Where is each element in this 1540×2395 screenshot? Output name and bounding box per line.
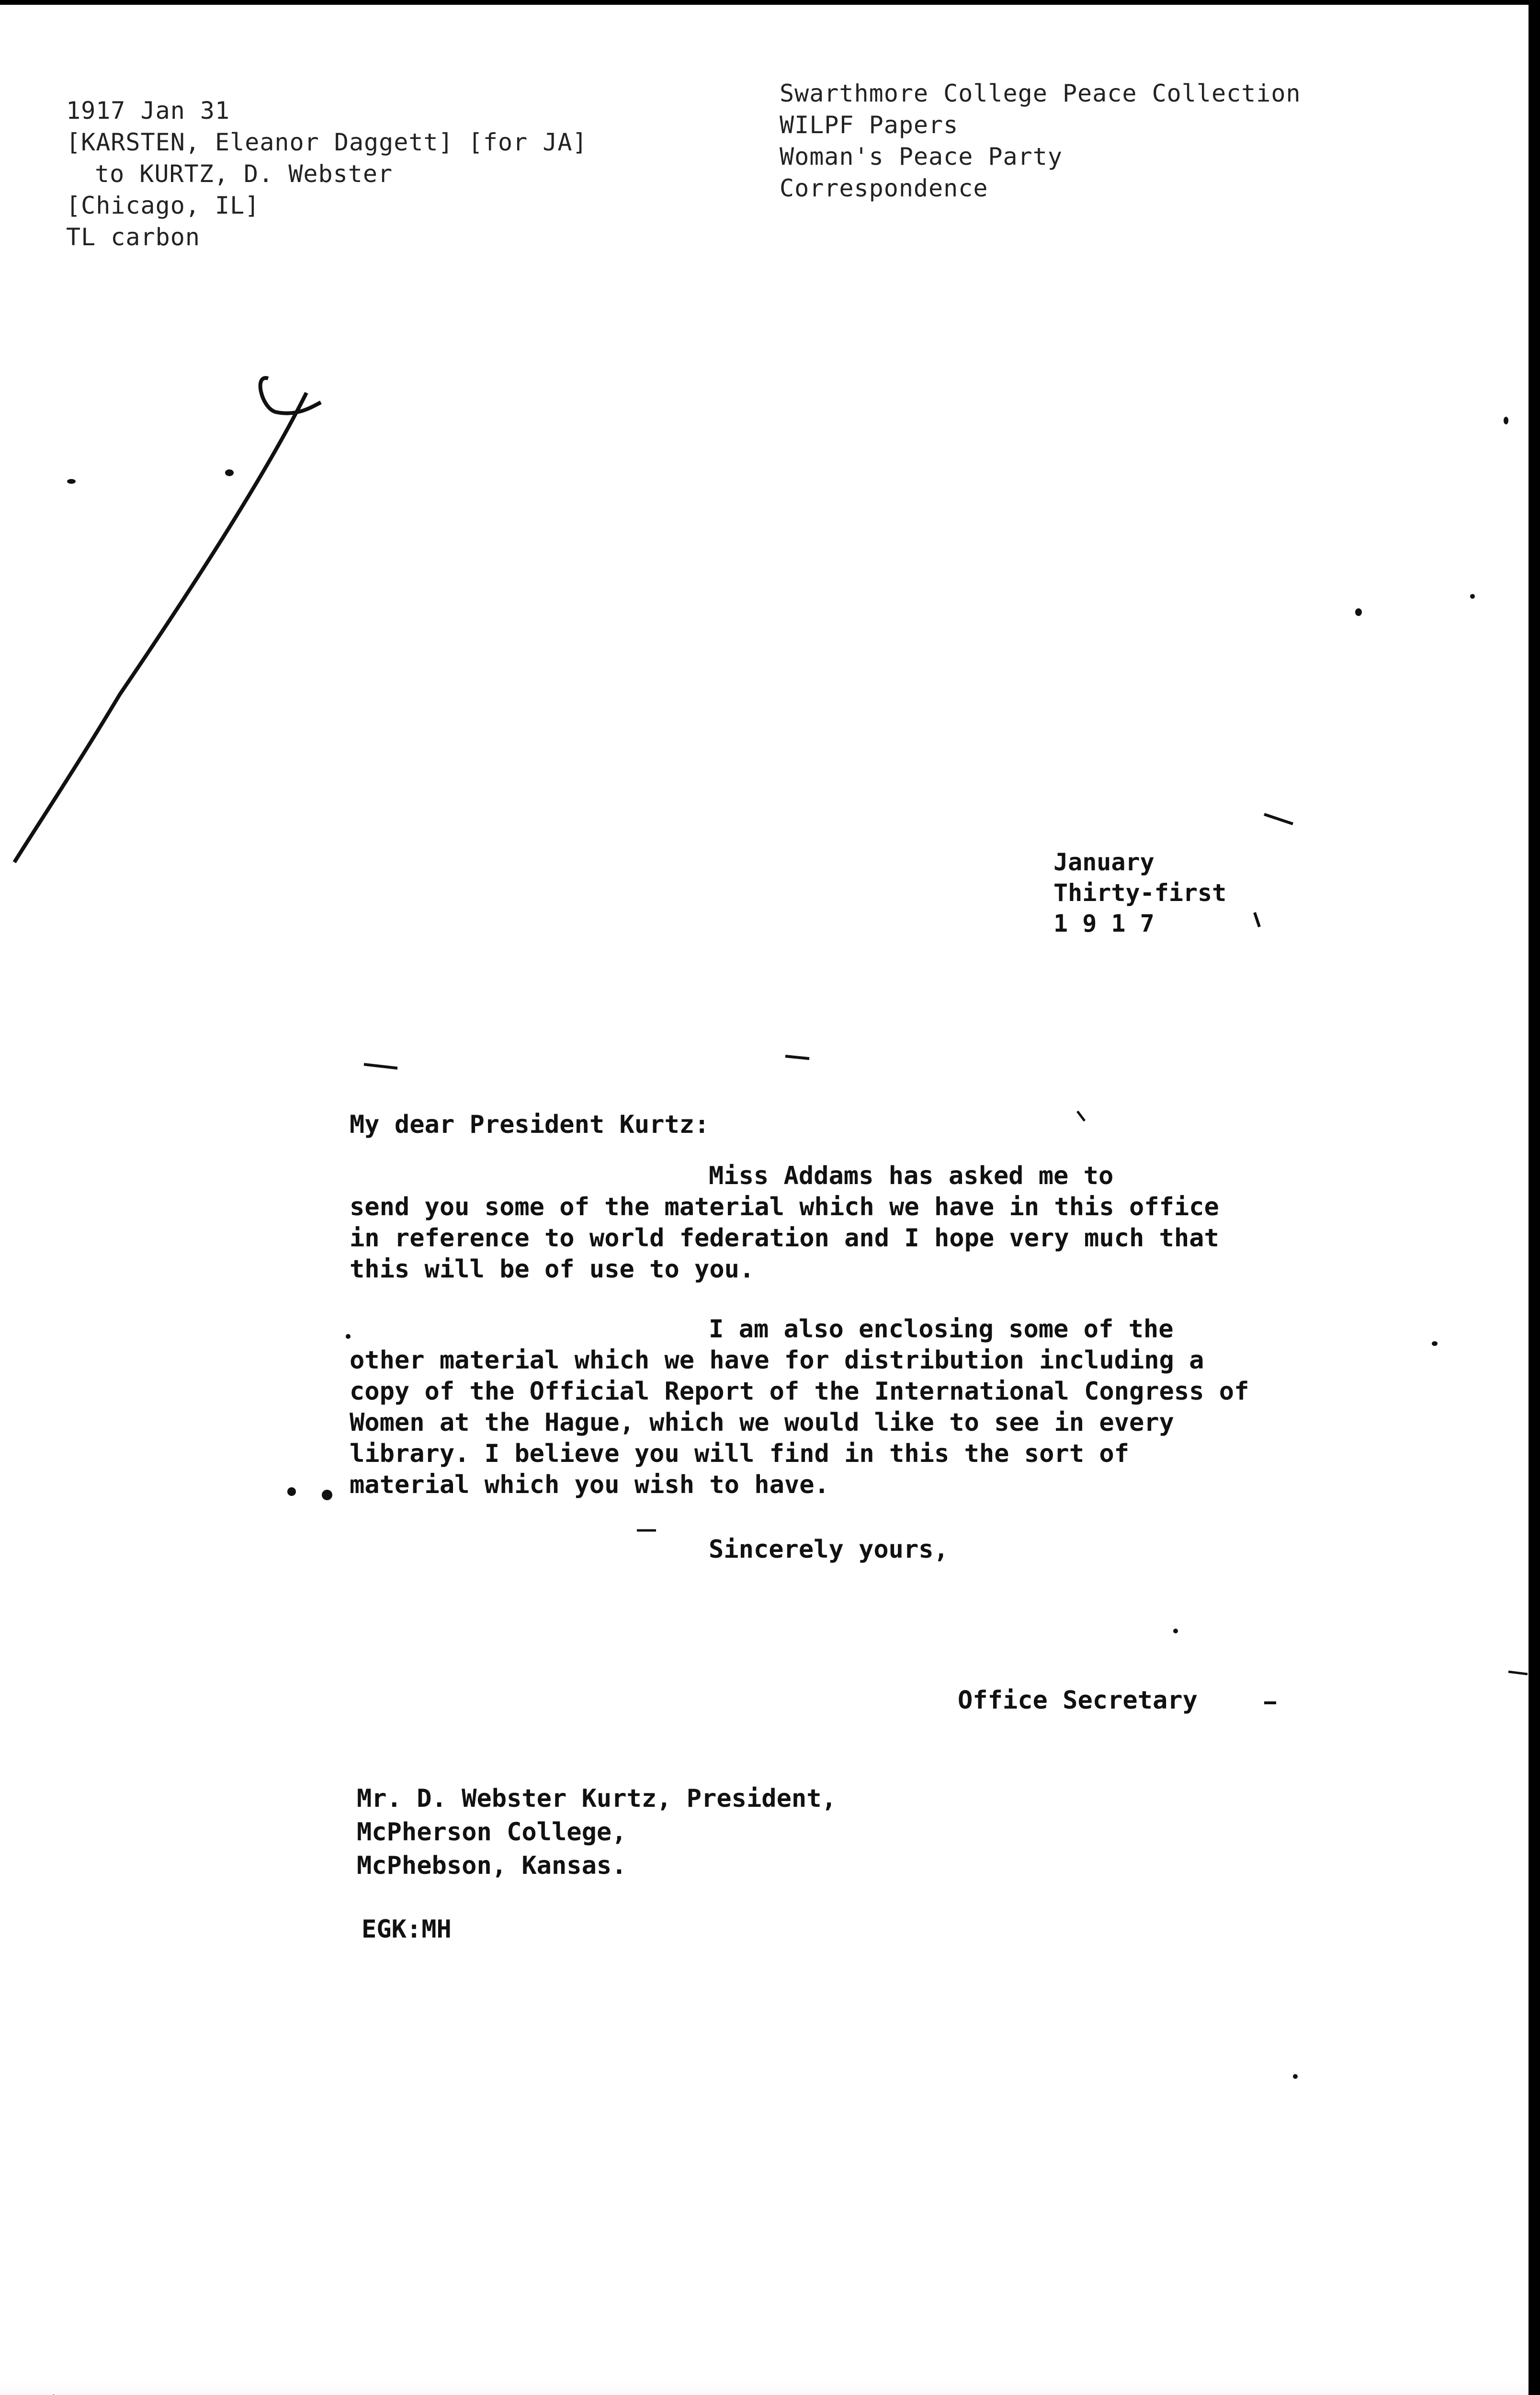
paragraph2-line6: material which you wish to have. xyxy=(350,1471,829,1499)
speck xyxy=(1470,594,1475,599)
salutation: My dear President Kurtz: xyxy=(350,1110,710,1139)
speck xyxy=(322,1490,332,1500)
paragraph2-line3: copy of the Official Report of the International Congress of xyxy=(350,1377,1249,1406)
speck xyxy=(67,479,76,484)
archive-collection: Swarthmore College Peace Collection xyxy=(780,80,1301,107)
recipient-location: McPhebson, Kansas. xyxy=(357,1851,627,1880)
paragraph1-line2: send you some of the material which we have in this office xyxy=(350,1193,1219,1221)
paragraph2-line4: Women at the Hague, which we would like to see in every xyxy=(350,1408,1174,1437)
paragraph1-line4: this will be of use to you. xyxy=(350,1255,755,1284)
reference-initials: EGK:MH xyxy=(362,1915,452,1944)
archive-papers: WILPF Papers xyxy=(780,111,959,139)
archive-recipient: to KURTZ, D. Webster xyxy=(95,160,393,188)
signature-title: Office Secretary xyxy=(958,1686,1198,1715)
scan-edge-shading xyxy=(0,2380,1540,2395)
speck xyxy=(225,469,234,476)
speck xyxy=(346,1334,351,1339)
speck xyxy=(1432,1341,1438,1346)
date-year: 1 9 1 7 xyxy=(1053,910,1155,937)
paragraph1-line1: Miss Addams has asked me to xyxy=(709,1162,1114,1190)
paragraph2-line2: other material which we have for distribution including a xyxy=(350,1346,1204,1375)
speck xyxy=(1355,608,1362,616)
speck xyxy=(1504,417,1508,424)
paragraph2-line5: library. I believe you will find in this the sort of xyxy=(350,1439,1129,1468)
letter-date xyxy=(1053,847,1226,939)
closing: Sincerely yours, xyxy=(709,1535,949,1564)
archive-place: [Chicago, IL] xyxy=(66,192,260,219)
recipient-institution: McPherson College, xyxy=(357,1818,627,1847)
speck xyxy=(287,1487,296,1496)
archive-format: TL carbon xyxy=(66,223,200,251)
speck xyxy=(1173,1629,1178,1633)
speck xyxy=(1293,2074,1298,2079)
recipient-name: Mr. D. Webster Kurtz, President, xyxy=(357,1784,837,1813)
archive-subseries: Correspondence xyxy=(780,174,988,202)
paragraph2-line1: I am also enclosing some of the xyxy=(709,1315,1174,1344)
date-day: Thirty-first xyxy=(1053,879,1227,907)
archive-date: 1917 Jan 31 xyxy=(66,97,230,125)
archive-series: Woman's Peace Party xyxy=(780,143,1063,171)
date-month: January xyxy=(1053,848,1155,876)
archive-author: [KARSTEN, Eleanor Daggett] [for JA] xyxy=(66,128,588,156)
paragraph1-line3: in reference to world federation and I hope very much that xyxy=(350,1224,1219,1253)
